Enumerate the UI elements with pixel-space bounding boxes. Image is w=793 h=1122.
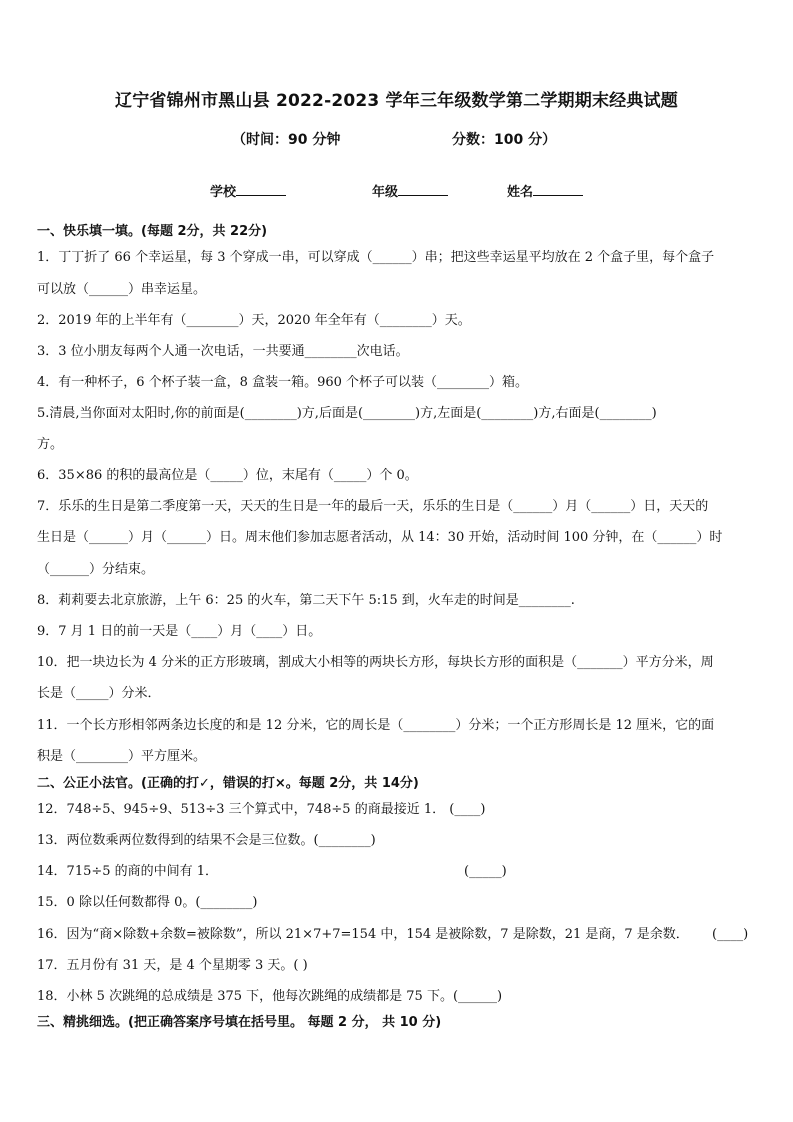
time-label: （时间：90 分钟 <box>232 132 341 148</box>
question-line: 6．35×86 的积的最高位是（_____）位，末尾有（_____）个 0。 <box>37 468 418 483</box>
question-line: （______）分结束。 <box>37 562 155 577</box>
page-title: 辽宁省锦州市黑山县 2022-2023 学年三年级数学第二学期期末经典试题 <box>115 91 678 111</box>
question-line: 积是（________）平方厘米。 <box>37 749 207 764</box>
question-line: 10．把一块边长为 4 分米的正方形玻璃，割成大小相等的两块长方形，每块长方形的面积是（_______）平方分米，周 <box>37 655 714 670</box>
score-label: 分数：100 分） <box>452 132 557 148</box>
grade-blank <box>398 183 448 196</box>
question-line: 7．乐乐的生日是第二季度第一天，天天的生日是一年的最后一天，乐乐的生日是（______）月（______）日，天天的 <box>37 499 709 514</box>
question-line: 1．丁丁折了 66 个幸运星，每 3 个穿成一串，可以穿成（______）串；把这些幸运星平均放在 2 个盒子里，每个盒子 <box>37 250 715 265</box>
school-field <box>210 181 286 200</box>
question-line: 8．莉莉要去北京旅游，上午 6：25 的火车，第二天下午 5:15 到，火车走的时间是________. <box>37 593 575 608</box>
section-heading-3: 三、精挑细选。(把正确答案序号填在括号里。 每题 2 分， 共 10 分) <box>37 1015 442 1030</box>
question-line: 15．0 除以任何数都得 0。(________) <box>37 895 258 910</box>
school-blank <box>236 183 286 196</box>
question-line: 生日是（______）月（______）日。周末他们参加志愿者活动，从 14：30 开始，活动时间 100 分钟，在（______）时 <box>37 530 723 545</box>
question-line: 11．一个长方形相邻两条边长度的和是 12 分米，它的周长是（________）分米；一个正方形周长是 12 厘米，它的面 <box>37 718 715 733</box>
grade-label: 年级 <box>372 185 399 200</box>
section-heading-2: 二、公正小法官。(正确的打✓，错误的打×。每题 2分，共 14分) <box>37 776 419 791</box>
school-label: 学校 <box>210 185 237 200</box>
question-line: 5.清晨,当你面对太阳时,你的前面是(________)方,后面是(________)方,左面是(________)方,右面是(________) <box>37 406 657 421</box>
question-line: 9．7 月 1 日的前一天是（____）月（____）日。 <box>37 624 322 639</box>
question-line: 4．有一种杯子，6 个杯子装一盒，8 盒装一箱。960 个杯子可以装（________）箱。 <box>37 375 529 390</box>
question-line: 可以放（______）串幸运星。 <box>37 282 207 297</box>
section-heading-1: 一、快乐填一填。(每题 2分，共 22分) <box>37 224 268 239</box>
question-line: 长是（_____）分米． <box>37 686 161 701</box>
answer-bracket: (_____) <box>464 864 507 879</box>
answer-bracket: (____) <box>712 927 749 942</box>
grade-field <box>372 181 448 200</box>
question-line: 3．3 位小朋友每两个人通一次电话，一共要通________次电话。 <box>37 344 409 359</box>
name-blank <box>533 183 583 196</box>
name-label: 姓名 <box>507 185 534 200</box>
name-field <box>507 181 583 200</box>
question-line: 13．两位数乘两位数得到的结果不会是三位数。(________) <box>37 833 376 848</box>
question-line: 18．小林 5 次跳绳的总成绩是 375 下，他每次跳绳的成绩都是 75 下。(______) <box>37 989 503 1004</box>
question-line: 14．715÷5 的商的中间有 1． <box>37 864 219 879</box>
question-line: 12．748÷5、945÷9、513÷3 三个算式中，748÷5 的商最接近 1． (____) <box>37 802 486 817</box>
question-line: 16．因为“商×除数+余数=被除数”，所以 21×7+7=154 中，154 是被除数，7 是除数，21 是商，7 是余数． <box>37 927 689 942</box>
question-line: 方。 <box>37 437 64 452</box>
question-line: 2．2019 年的上半年有（________）天，2020 年全年有（________）天。 <box>37 313 471 328</box>
question-line: 17．五月份有 31 天，是 4 个星期零 3 天。( ) <box>37 958 308 973</box>
